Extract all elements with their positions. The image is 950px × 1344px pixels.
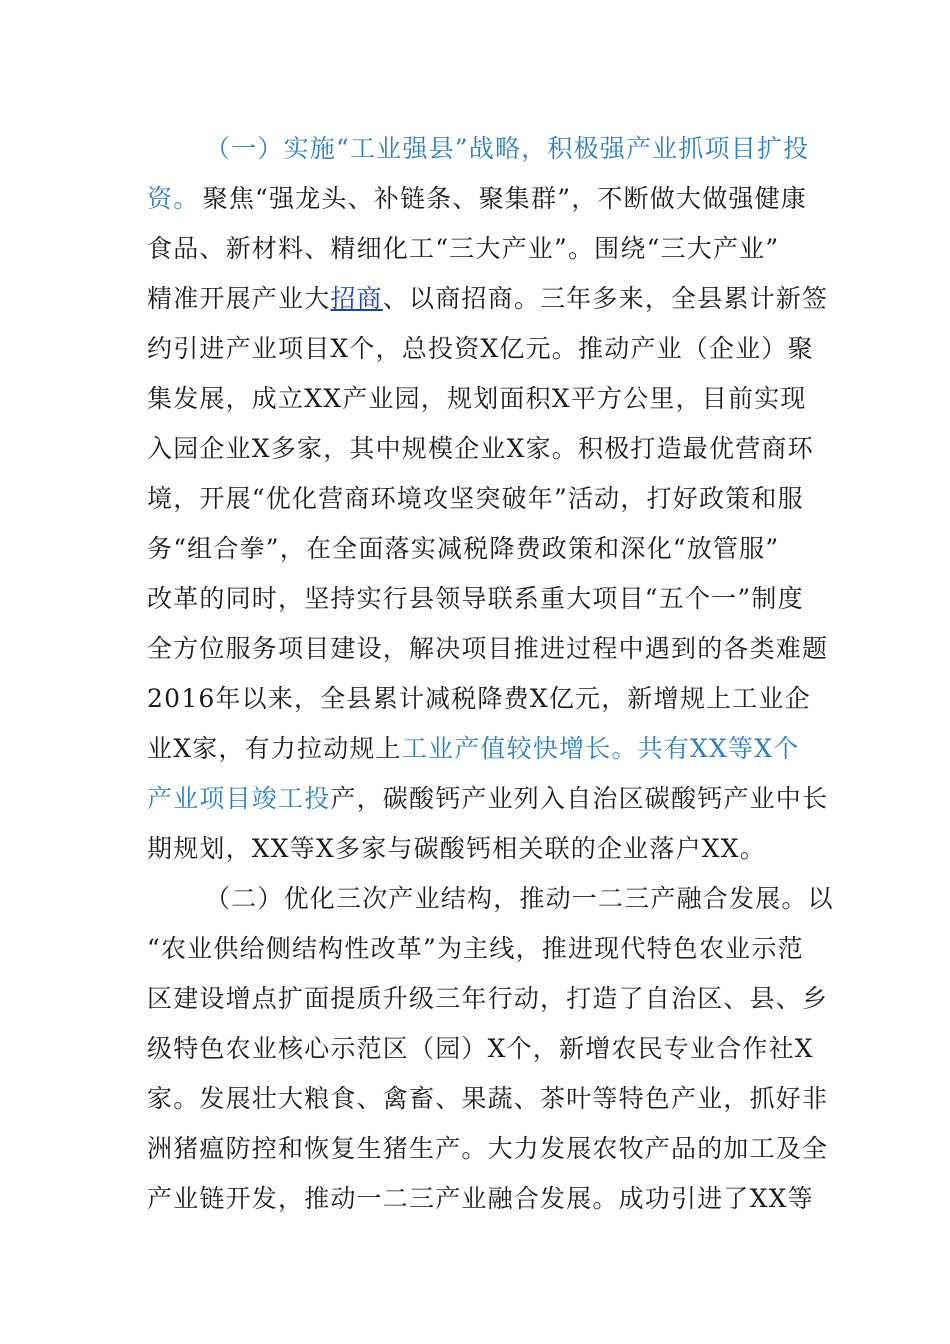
body-text-mixed: [147, 724, 799, 774]
text-line: [147, 774, 829, 824]
body-text: 、以商招商。三年多来，全县累计新签: [382, 284, 829, 313]
text-line: [147, 824, 807, 874]
body-text: 洲猪瘟防控和恢复生猪生产。大力发展农牧产品的加工及全: [147, 1134, 829, 1163]
text-line: [147, 1024, 814, 1074]
body-text: 家。发展壮大粮食、禽畜、果蔬、茶叶等特色产业，抓好非: [147, 1084, 829, 1113]
body-text: 业X家，有力拉动规上: [147, 734, 402, 763]
body-text: “农业供给侧结构性改革”为主线，推进现代特色农业示范: [147, 934, 804, 963]
highlight-text: 产业项目竣工投: [147, 784, 331, 813]
highlight-text: 工业产值较快增长。共有XX等X个: [401, 734, 800, 763]
text-line: [205, 124, 810, 174]
text-line: [147, 674, 811, 724]
text-line: [147, 1124, 829, 1174]
text-line: [147, 324, 814, 374]
body-text-mixed: [147, 774, 828, 824]
text-line: [147, 574, 807, 624]
text-line: [147, 274, 829, 324]
body-text: 改革的同时，坚持实行县领导联系重大项目“五个一”制度: [147, 584, 804, 613]
text-line: [147, 1174, 814, 1224]
section-heading-2: （二）优化三次产业结构，推动一二三产融合发展。以: [205, 884, 834, 913]
body-text: 级特色农业核心示范区（园）X个，新增农民专业合作社X: [147, 1034, 814, 1063]
text-line: [147, 374, 807, 424]
body-text: 集发展，成立XX产业园，规划面积X平方公里，目前实现: [147, 384, 807, 413]
text-line: [205, 874, 834, 924]
investment-link[interactable]: 招商: [330, 284, 383, 313]
body-text: 全方位服务项目建设，解决项目推进过程中遇到的各类难题: [147, 634, 829, 663]
text-line: [147, 974, 829, 1024]
body-text: 聚焦“强龙头、补链条、聚集群”，不断做大做强健康: [202, 184, 807, 213]
body-text: 境，开展“优化营商环境攻坚突破年”活动，打好政策和服: [147, 484, 804, 513]
body-text: 2016年以来，全县累计减税降费X亿元，新增规上工业企: [147, 684, 811, 713]
section-heading-end: 资。: [147, 184, 200, 213]
body-text-with-link: [147, 274, 828, 324]
body-text: 入园企业X多家，其中规模企业X家。积极打造最优营商环: [147, 434, 814, 463]
text-line: [147, 924, 807, 974]
body-text: 食品、新材料、精细化工“三大产业”。围绕“三大产业”: [147, 234, 780, 263]
text-line: [147, 224, 807, 274]
body-text: 约引进产业项目X个，总投资X亿元。推动产业（企业）聚: [147, 334, 814, 363]
body-text: 区建设增点扩面提质升级三年行动，打造了自治区、县、乡: [147, 984, 829, 1013]
text-line: [147, 524, 807, 574]
body-text: 期规划，XX等X多家与碳酸钙相关联的企业落户XX。: [147, 834, 766, 863]
text-line: [147, 624, 829, 674]
text-line: [147, 474, 807, 524]
text-line: [147, 1074, 829, 1124]
text-line: [147, 174, 807, 224]
body-text: 务“组合拳”，在全面落实减税降费政策和深化“放管服”: [147, 534, 780, 563]
body-text: 精准开展产业大: [147, 284, 331, 313]
section-heading: （一）实施“工业强县”战略，积极强产业抓项目扩投: [205, 134, 810, 163]
body-text: 产业链开发，推动一二三产业融合发展。成功引进了XX等: [147, 1184, 814, 1213]
text-line: [147, 424, 814, 474]
text-line: [147, 724, 807, 774]
body-text: 产，碳酸钙产业列入自治区碳酸钙产业中长: [330, 784, 829, 813]
